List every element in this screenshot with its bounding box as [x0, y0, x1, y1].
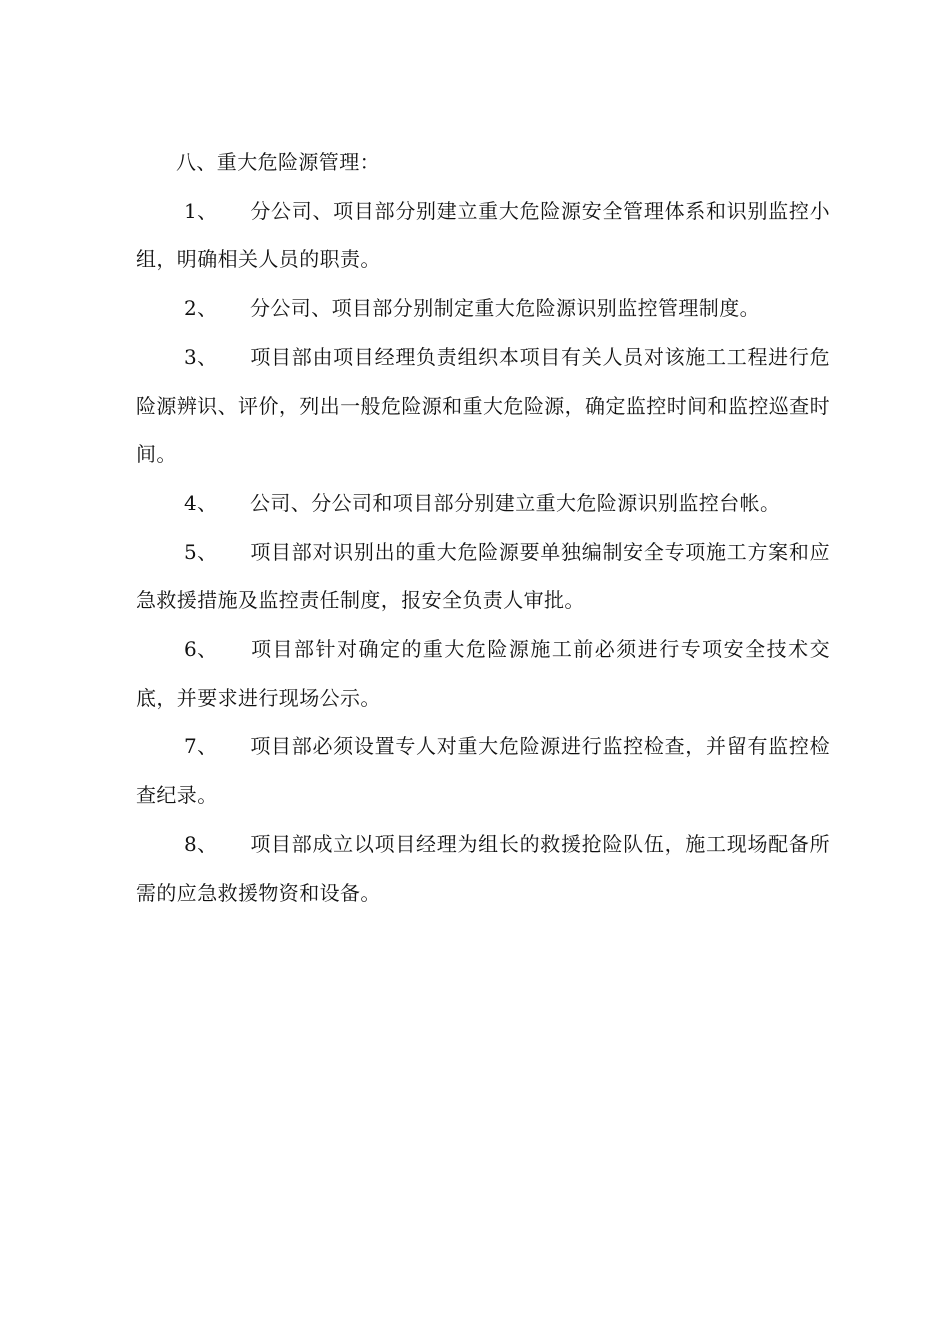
item-text: 项目部由项目经理负责组织本项目有关人员对该施工工程进行危险源辨识、评价，列出一般危险源和重大危险源，确定监控时间和监控巡查时间。	[136, 344, 830, 467]
list-item	[136, 479, 830, 528]
item-text: 项目部成立以项目经理为组长的救援抢险队伍，施工现场配备所需的应急救援物资和设备。	[136, 831, 830, 905]
list-item	[136, 333, 830, 479]
item-number: 8、	[184, 831, 218, 856]
item-number: 3、	[184, 344, 218, 369]
item-number: 2、	[184, 296, 218, 321]
item-number: 4、	[184, 490, 218, 515]
item-text: 项目部必须设置专人对重大危险源进行监控检查，并留有监控检查纪录。	[136, 734, 830, 808]
item-number: 5、	[184, 539, 218, 564]
list-item	[136, 625, 830, 722]
list-item	[136, 187, 830, 284]
item-text: 分公司、项目部分别制定重大危险源识别监控管理制度。	[250, 296, 760, 321]
item-text: 项目部针对确定的重大危险源施工前必须进行专项安全技术交底，并要求进行现场公示。	[136, 637, 830, 710]
item-number: 1、	[184, 198, 218, 223]
item-text: 分公司、项目部分别建立重大危险源安全管理体系和识别监控小组，明确相关人员的职责。	[136, 198, 830, 272]
document-body	[136, 138, 830, 917]
list-item	[136, 722, 830, 819]
list-item	[136, 528, 830, 625]
list-item	[136, 284, 830, 333]
item-text: 项目部对识别出的重大危险源要单独编制安全专项施工方案和应急救援措施及监控责任制度，报安全负责人审批。	[136, 539, 830, 613]
section-heading: 八、重大危险源管理：	[176, 150, 380, 174]
item-text: 公司、分公司和项目部分别建立重大危险源识别监控台帐。	[250, 490, 781, 515]
item-number: 7、	[184, 734, 218, 759]
list-item	[136, 820, 830, 917]
item-number: 6、	[184, 637, 218, 662]
